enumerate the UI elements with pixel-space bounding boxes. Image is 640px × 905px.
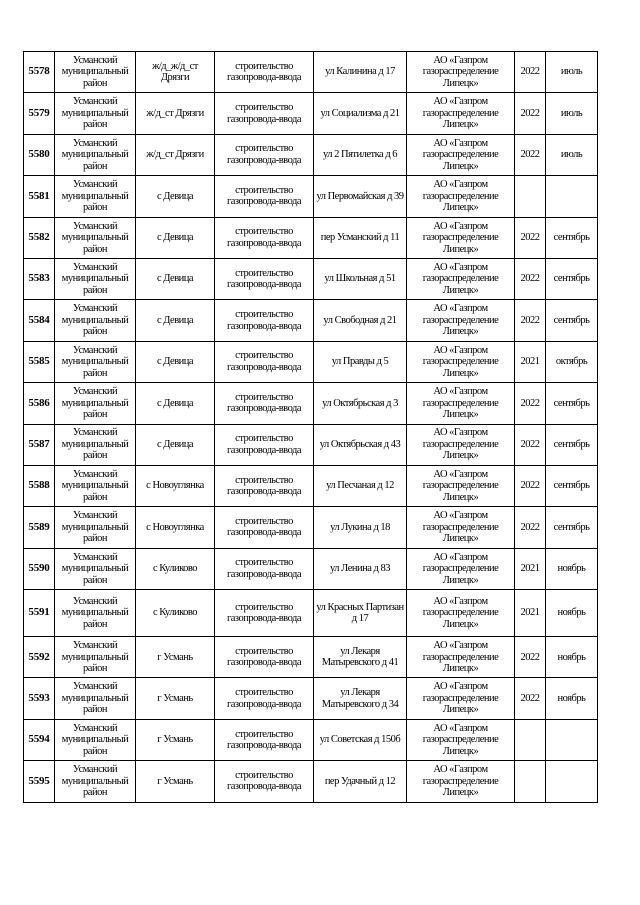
district-cell: Усманский муниципальный район (55, 383, 136, 424)
month-cell (546, 719, 598, 760)
table-row (24, 300, 598, 341)
works-table (23, 51, 598, 803)
row-number: 5580 (24, 134, 55, 175)
locality-cell: г Усмань (136, 637, 215, 678)
locality-cell: ж/д_ж/д_ст Дрязги (136, 52, 215, 93)
month-cell: июль (546, 134, 598, 175)
locality-cell: с Девица (136, 300, 215, 341)
year-cell: 2022 (515, 424, 546, 465)
organization-cell: АО «Газпром газораспределение Липецк» (407, 52, 515, 93)
row-number: 5590 (24, 548, 55, 589)
month-cell: сентябрь (546, 465, 598, 506)
work-type-cell: строительство газопровода-ввода (215, 341, 314, 382)
row-number: 5591 (24, 590, 55, 637)
district-cell: Усманский муниципальный район (55, 176, 136, 217)
work-type-cell: строительство газопровода-ввода (215, 637, 314, 678)
year-cell: 2022 (515, 383, 546, 424)
district-cell: Усманский муниципальный район (55, 465, 136, 506)
month-cell: июль (546, 52, 598, 93)
work-type-cell: строительство газопровода-ввода (215, 134, 314, 175)
row-number: 5579 (24, 93, 55, 134)
organization-cell: АО «Газпром газораспределение Липецк» (407, 719, 515, 760)
row-number: 5584 (24, 300, 55, 341)
table-row (24, 719, 598, 760)
locality-cell: с Куликово (136, 590, 215, 637)
address-cell: ул Правды д 5 (314, 341, 407, 382)
work-type-cell: строительство газопровода-ввода (215, 383, 314, 424)
district-cell: Усманский муниципальный район (55, 424, 136, 465)
locality-cell: с Девица (136, 258, 215, 299)
row-number: 5585 (24, 341, 55, 382)
organization-cell: АО «Газпром газораспределение Липецк» (407, 258, 515, 299)
year-cell (515, 761, 546, 802)
month-cell: сентябрь (546, 258, 598, 299)
work-type-cell: строительство газопровода-ввода (215, 590, 314, 637)
month-cell: ноябрь (546, 678, 598, 719)
year-cell (515, 719, 546, 760)
address-cell: ул Ленина д 83 (314, 548, 407, 589)
table-row (24, 590, 598, 637)
table-row (24, 52, 598, 93)
row-number: 5586 (24, 383, 55, 424)
address-cell: пер Удачный д 12 (314, 761, 407, 802)
work-type-cell: строительство газопровода-ввода (215, 424, 314, 465)
table-row (24, 258, 598, 299)
table-row (24, 217, 598, 258)
month-cell: сентябрь (546, 424, 598, 465)
district-cell: Усманский муниципальный район (55, 217, 136, 258)
locality-cell: с Девица (136, 424, 215, 465)
organization-cell: АО «Газпром газораспределение Липецк» (407, 761, 515, 802)
row-number: 5589 (24, 507, 55, 548)
district-cell: Усманский муниципальный район (55, 258, 136, 299)
address-cell: ул Советская д 150б (314, 719, 407, 760)
address-cell: ул Калинина д 17 (314, 52, 407, 93)
month-cell: сентябрь (546, 300, 598, 341)
address-cell: ул 2 Пятилетка д 6 (314, 134, 407, 175)
year-cell: 2021 (515, 590, 546, 637)
district-cell: Усманский муниципальный район (55, 300, 136, 341)
table-row (24, 134, 598, 175)
organization-cell: АО «Газпром газораспределение Липецк» (407, 424, 515, 465)
month-cell: июль (546, 93, 598, 134)
locality-cell: ж/д_ст Дрязги (136, 134, 215, 175)
locality-cell: г Усмань (136, 761, 215, 802)
address-cell: ул Октябрьская д 43 (314, 424, 407, 465)
row-number: 5582 (24, 217, 55, 258)
row-number: 5583 (24, 258, 55, 299)
work-type-cell: строительство газопровода-ввода (215, 258, 314, 299)
district-cell: Усманский муниципальный район (55, 761, 136, 802)
district-cell: Усманский муниципальный район (55, 719, 136, 760)
table-row (24, 341, 598, 382)
work-type-cell: строительство газопровода-ввода (215, 300, 314, 341)
work-type-cell: строительство газопровода-ввода (215, 465, 314, 506)
address-cell: ул Первомайская д 39 (314, 176, 407, 217)
locality-cell: с Куликово (136, 548, 215, 589)
work-type-cell: строительство газопровода-ввода (215, 719, 314, 760)
district-cell: Усманский муниципальный район (55, 507, 136, 548)
row-number: 5595 (24, 761, 55, 802)
locality-cell: с Девица (136, 341, 215, 382)
year-cell: 2022 (515, 637, 546, 678)
year-cell: 2021 (515, 341, 546, 382)
table-row (24, 383, 598, 424)
year-cell: 2022 (515, 217, 546, 258)
row-number: 5578 (24, 52, 55, 93)
year-cell: 2022 (515, 134, 546, 175)
row-number: 5587 (24, 424, 55, 465)
year-cell: 2022 (515, 507, 546, 548)
locality-cell: с Девица (136, 217, 215, 258)
locality-cell: с Девица (136, 383, 215, 424)
year-cell (515, 176, 546, 217)
table-row (24, 548, 598, 589)
table-row (24, 637, 598, 678)
district-cell: Усманский муниципальный район (55, 52, 136, 93)
locality-cell: с Новоуглянка (136, 507, 215, 548)
district-cell: Усманский муниципальный район (55, 134, 136, 175)
table-row (24, 465, 598, 506)
table-row (24, 761, 598, 802)
address-cell: ул Школьная д 51 (314, 258, 407, 299)
year-cell: 2022 (515, 678, 546, 719)
address-cell: ул Свободная д 21 (314, 300, 407, 341)
district-cell: Усманский муниципальный район (55, 548, 136, 589)
work-type-cell: строительство газопровода-ввода (215, 93, 314, 134)
organization-cell: АО «Газпром газораспределение Липецк» (407, 300, 515, 341)
organization-cell: АО «Газпром газораспределение Липецк» (407, 590, 515, 637)
year-cell: 2022 (515, 258, 546, 299)
work-type-cell: строительство газопровода-ввода (215, 217, 314, 258)
locality-cell: ж/д_ст Дрязги (136, 93, 215, 134)
year-cell: 2022 (515, 93, 546, 134)
organization-cell: АО «Газпром газораспределение Липецк» (407, 507, 515, 548)
address-cell: пер Усманский д 11 (314, 217, 407, 258)
month-cell: октябрь (546, 341, 598, 382)
district-cell: Усманский муниципальный район (55, 341, 136, 382)
organization-cell: АО «Газпром газораспределение Липецк» (407, 217, 515, 258)
row-number: 5593 (24, 678, 55, 719)
month-cell: ноябрь (546, 548, 598, 589)
locality-cell: с Девица (136, 176, 215, 217)
month-cell: сентябрь (546, 217, 598, 258)
row-number: 5594 (24, 719, 55, 760)
locality-cell: г Усмань (136, 719, 215, 760)
address-cell: ул Лекаря Матыревского д 41 (314, 637, 407, 678)
address-cell: ул Лекаря Матыревского д 34 (314, 678, 407, 719)
organization-cell: АО «Газпром газораспределение Липецк» (407, 383, 515, 424)
month-cell: ноябрь (546, 637, 598, 678)
table-row (24, 678, 598, 719)
locality-cell: с Новоуглянка (136, 465, 215, 506)
work-type-cell: строительство газопровода-ввода (215, 548, 314, 589)
work-type-cell: строительство газопровода-ввода (215, 678, 314, 719)
locality-cell: г Усмань (136, 678, 215, 719)
table-row (24, 176, 598, 217)
address-cell: ул Лукина д 18 (314, 507, 407, 548)
table-row (24, 507, 598, 548)
month-cell: сентябрь (546, 507, 598, 548)
month-cell (546, 761, 598, 802)
organization-cell: АО «Газпром газораспределение Липецк» (407, 465, 515, 506)
district-cell: Усманский муниципальный район (55, 678, 136, 719)
year-cell: 2021 (515, 548, 546, 589)
address-cell: ул Октябрьская д 3 (314, 383, 407, 424)
month-cell: ноябрь (546, 590, 598, 637)
organization-cell: АО «Газпром газораспределение Липецк» (407, 134, 515, 175)
district-cell: Усманский муниципальный район (55, 93, 136, 134)
work-type-cell: строительство газопровода-ввода (215, 52, 314, 93)
organization-cell: АО «Газпром газораспределение Липецк» (407, 678, 515, 719)
row-number: 5592 (24, 637, 55, 678)
organization-cell: АО «Газпром газораспределение Липецк» (407, 341, 515, 382)
year-cell: 2022 (515, 52, 546, 93)
organization-cell: АО «Газпром газораспределение Липецк» (407, 93, 515, 134)
row-number: 5588 (24, 465, 55, 506)
work-type-cell: строительство газопровода-ввода (215, 761, 314, 802)
year-cell: 2022 (515, 465, 546, 506)
table-row (24, 93, 598, 134)
month-cell: сентябрь (546, 383, 598, 424)
address-cell: ул Социализма д 21 (314, 93, 407, 134)
work-type-cell: строительство газопровода-ввода (215, 507, 314, 548)
work-type-cell: строительство газопровода-ввода (215, 176, 314, 217)
month-cell (546, 176, 598, 217)
district-cell: Усманский муниципальный район (55, 637, 136, 678)
year-cell: 2022 (515, 300, 546, 341)
district-cell: Усманский муниципальный район (55, 590, 136, 637)
organization-cell: АО «Газпром газораспределение Липецк» (407, 548, 515, 589)
row-number: 5581 (24, 176, 55, 217)
organization-cell: АО «Газпром газораспределение Липецк» (407, 637, 515, 678)
address-cell: ул Красных Партизан д 17 (314, 590, 407, 637)
address-cell: ул Песчаная д 12 (314, 465, 407, 506)
organization-cell: АО «Газпром газораспределение Липецк» (407, 176, 515, 217)
table-row (24, 424, 598, 465)
